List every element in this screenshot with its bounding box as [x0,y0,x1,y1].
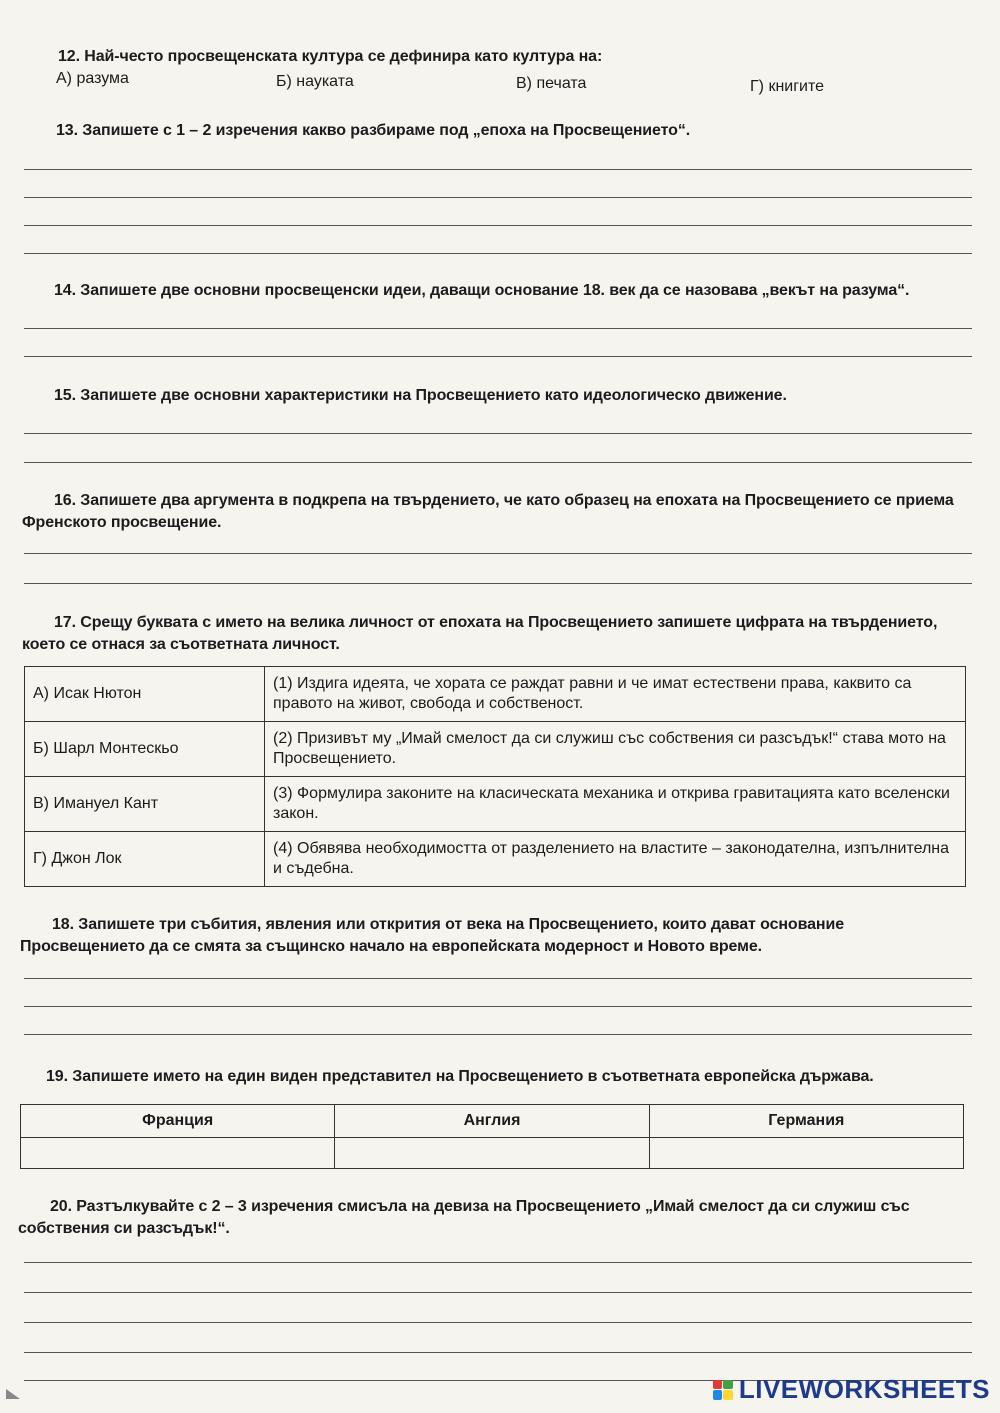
q20-answer-input-2[interactable] [24,1270,972,1294]
header-france: Франция [21,1105,335,1138]
q13-answer-input-3[interactable] [24,203,972,227]
statement-cell: (1) Издига идеята, че хората се раждат равни и че имат естествени права, каквито са правото на живот, свобода и собственост. [265,667,966,722]
header-england: Англия [335,1105,649,1138]
q16-answer-input-2[interactable] [24,561,972,585]
person-cell[interactable]: Г) Джон Лок [25,832,265,887]
question-15: 15. Запишете две основни характеристики на Просвещението като идеологическо движение. [54,387,787,404]
q12-option-d[interactable]: Г) книгите [750,78,825,95]
england-input[interactable] [335,1137,652,1169]
person-cell[interactable]: А) Исак Нютон [25,667,265,722]
question-20: 20. Разтълкувайте с 2 – 3 изречения смисъла на девиза на Просвещението „Имай смелост да си служиш със собствения си разсъдък!“. [18,1198,910,1237]
q20-answer-input-3[interactable] [24,1300,972,1324]
q16-answer-input-1[interactable] [24,531,972,555]
table-row [25,667,966,722]
question-19: 19. Запишете името на един виден представител на Просвещението в съответната европейска държава. [46,1068,874,1085]
germany-input[interactable] [650,1137,967,1169]
q13-answer-input-1[interactable] [24,147,972,171]
table-row [25,722,966,777]
france-input[interactable] [21,1137,338,1169]
france-cell [21,1138,335,1169]
person-cell[interactable]: В) Имануел Кант [25,777,265,832]
q20-answer-input-1[interactable] [24,1240,972,1264]
liveworksheets-logo[interactable] [713,1374,990,1405]
q15-answer-input-2[interactable] [24,440,972,464]
table-row [25,777,966,832]
q12-option-b[interactable]: Б) науката [276,73,354,90]
q14-answer-input-1[interactable] [24,306,972,330]
q18-answer-input-3[interactable] [24,1012,972,1036]
q13-answer-input-4[interactable] [24,231,972,255]
q12-option-a[interactable]: А) разума [56,70,129,87]
countries-table [20,1104,964,1169]
q14-answer-input-2[interactable] [24,334,972,358]
matching-table [24,666,966,887]
q20-answer-input-4[interactable] [24,1330,972,1354]
q12-option-c[interactable]: В) печата [516,75,587,92]
person-cell[interactable]: Б) Шарл Монтескьо [25,722,265,777]
q18-answer-input-2[interactable] [24,984,972,1008]
question-12: 12. Най-често просвещенската култура се дефинира като култура на: [58,48,603,65]
page-corner-mark [6,1389,20,1399]
statement-cell: (4) Обявява необходимостта от разделението на властите – законодателна, изпълнителна и съдебна. [265,832,966,887]
question-18: 18. Запишете три събития, явления или открития от века на Просвещението, които дават основание Просвещението да се смята за същинско начало на европейската модерност и Новото време. [20,916,845,955]
header-germany: Германия [649,1105,963,1138]
england-cell [335,1138,649,1169]
question-17: 17. Срещу буквата с името на велика личност от епохата на Просвещението запишете цифрата на твърдението, което се отнася за съответната личност. [22,614,938,653]
brand-name: LIVEWORKSHEETS [738,1374,990,1404]
germany-cell [649,1138,963,1169]
statement-cell: (3) Формулира законите на класическата механика и открива гравитацията като вселенски закон. [265,777,966,832]
question-16: 16. Запишете два аргумента в подкрепа на твърдението, че като образец на епохата на Просвещението се приема Френското просвещение. [22,492,954,531]
q15-answer-input-1[interactable] [24,411,972,435]
q13-answer-input-2[interactable] [24,175,972,199]
table-row [25,832,966,887]
question-14: 14. Запишете две основни просвещенски идеи, даващи основание 18. век да се назовава „векът на разума“. [54,282,910,299]
q18-answer-input-1[interactable] [24,956,972,980]
statement-cell: (2) Призивът му „Имай смелост да си служиш със собствения си разсъдък!“ става мото на Просвещението. [265,722,966,777]
logo-grid-icon [713,1380,733,1400]
question-13: 13. Запишете с 1 – 2 изречения какво разбираме под „епоха на Просвещението“. [56,122,691,139]
